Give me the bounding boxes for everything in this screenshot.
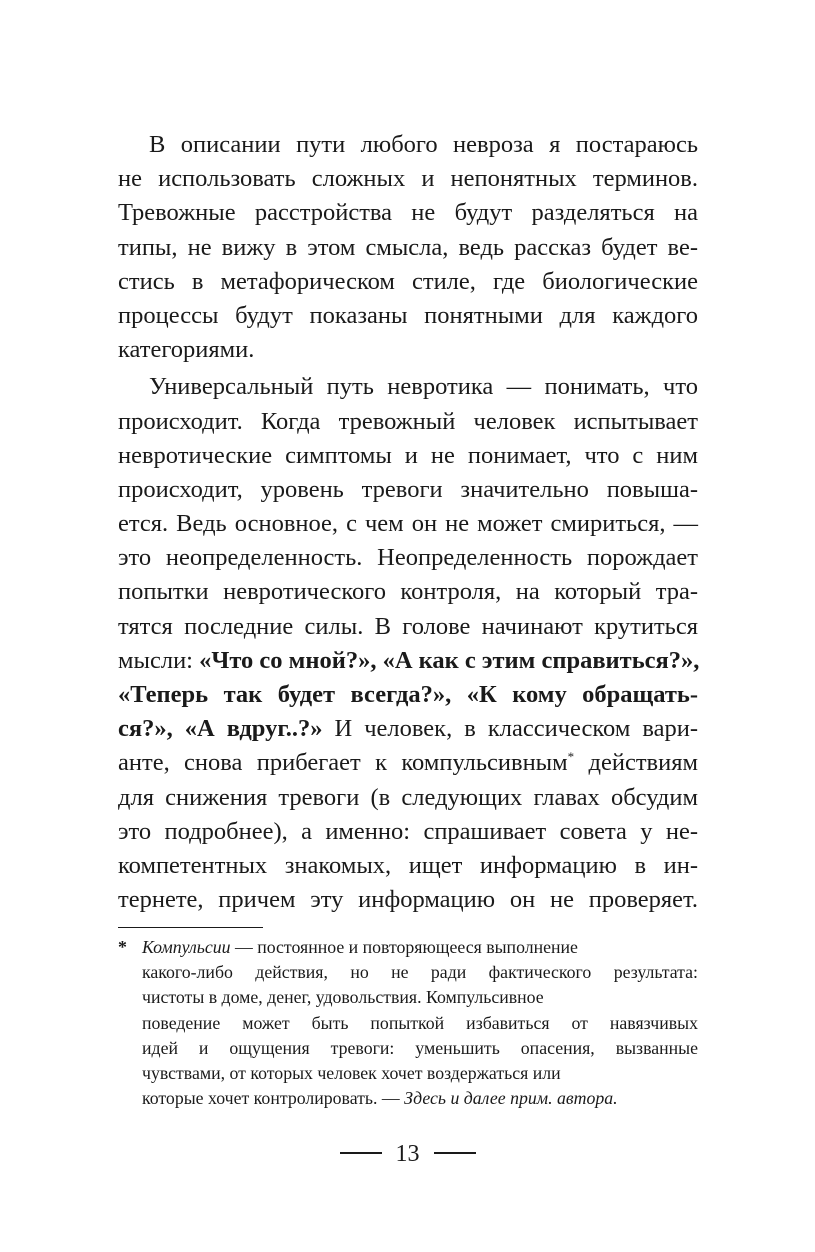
paragraph-2 xyxy=(118,370,698,917)
text-line: ется. Ведь основное, с чем он не может смириться, — xyxy=(118,510,698,538)
text-line: категориями. xyxy=(118,336,255,364)
text-fragment: анте, снова прибегает к компульсивным xyxy=(118,749,568,777)
bold-quote: «Теперь так будет всегда?», «К кому обращать- xyxy=(118,681,698,708)
footnote-reference: * xyxy=(567,749,575,765)
text-fragment: — постоянное и повторяющееся выполнение xyxy=(230,937,578,957)
text-line: типы, не вижу в этом смысла, ведь рассказ будет ве- xyxy=(118,233,698,261)
page-number-dash-left xyxy=(340,1152,382,1154)
text-line: тернете, причем эту информацию он не проверяет. xyxy=(118,886,698,914)
author-note: Здесь и далее прим. автора. xyxy=(404,1088,618,1109)
text-line xyxy=(118,746,698,780)
text-line: не использовать сложных и непонятных терминов. xyxy=(118,165,698,193)
page-number xyxy=(0,1137,815,1171)
text-line: невротические симптомы и не понимает, что с ним xyxy=(118,441,698,469)
text-line: это подробнее), а именно: спрашивает совета у не- xyxy=(118,817,698,845)
text-fragment: действиям xyxy=(574,749,698,777)
text-line: процессы будут показаны понятными для каждого xyxy=(118,301,698,329)
footnote xyxy=(118,935,698,1111)
text-line: Тревожные расстройства не будут разделяться на xyxy=(118,199,698,227)
footnote-marker: * xyxy=(118,937,127,957)
footnote-line: какого-либо действия, но не ради фактического результата: xyxy=(142,962,698,983)
footnote-line: идей и ощущения тревоги: уменьшить опасения, вызванные xyxy=(142,1037,698,1058)
main-text xyxy=(118,128,698,917)
text-line xyxy=(118,712,698,746)
footnote-line xyxy=(118,935,698,960)
bold-quote: ся?», «А вдруг..?» xyxy=(118,715,323,743)
text-line: происходит. Когда тревожный человек испытывает xyxy=(118,407,698,435)
text-fragment: И человек, в классическом вари- xyxy=(322,715,698,743)
text-fragment: которые хочет контролировать. — xyxy=(142,1088,405,1109)
text-line: компетентных знакомых, ищет информацию в ин- xyxy=(118,851,698,879)
text-line xyxy=(118,644,698,678)
text-line: тятся последние силы. В голове начинают крутиться xyxy=(118,612,698,640)
text-line xyxy=(118,678,698,712)
footnote-line: чувствами, от которых человек хочет воздержаться или xyxy=(142,1062,561,1083)
text-line: происходит, уровень тревоги значительно повыша- xyxy=(118,475,698,503)
page-number-dash-right xyxy=(434,1152,476,1154)
footnote-line xyxy=(118,1086,698,1111)
paragraph-1 xyxy=(118,128,698,367)
text-line: Универсальный путь невротика — понимать, что xyxy=(149,373,698,401)
bold-quote: «Что со мной?», «А как с этим справиться?», xyxy=(199,646,700,674)
text-line: для снижения тревоги (в следующих главах обсудим xyxy=(118,783,698,811)
text-line: это неопределенность. Неопределенность порождает xyxy=(118,544,698,572)
page-number-value: 13 xyxy=(395,1141,420,1167)
text-fragment: мысли: xyxy=(118,646,200,674)
footnote-line: чистоты в доме, денег, удовольствия. Компульсивное xyxy=(142,987,544,1008)
footnote-line: поведение может быть попыткой избавиться от навязчивых xyxy=(142,1012,698,1033)
text-line: стись в метафорическом стиле, где биологические xyxy=(118,267,698,295)
text-line: В описании пути любого невроза я постараюсь xyxy=(149,131,698,158)
text-line: попытки невротического контроля, на который тра- xyxy=(118,578,698,606)
footnote-term: Компульсии xyxy=(142,937,231,957)
footnote-separator xyxy=(118,927,263,928)
